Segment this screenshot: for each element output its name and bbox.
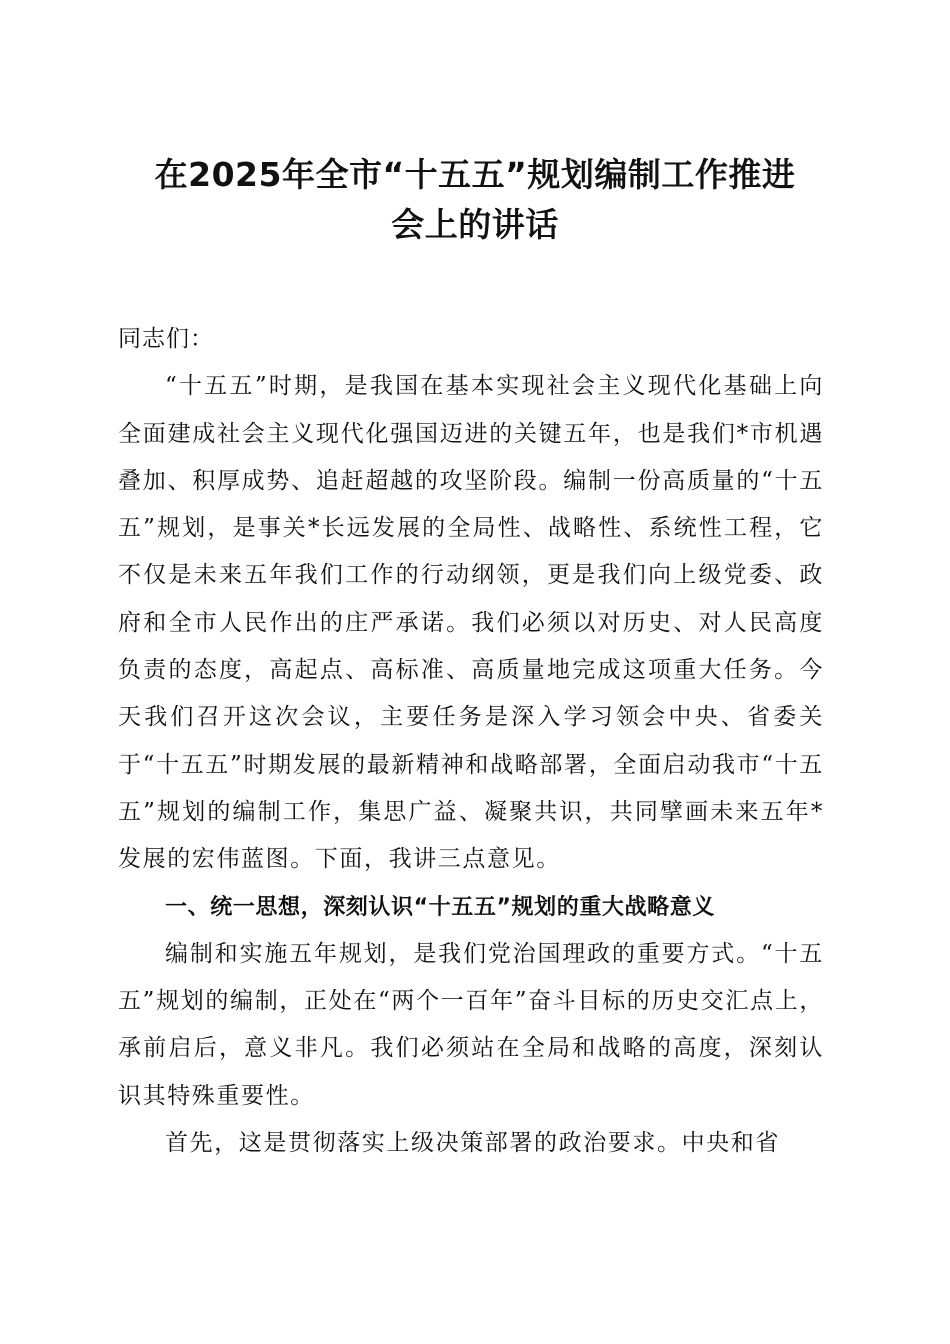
section-heading-1: 一、统一思想，深刻认识“十五五”规划的重大战略意义 [165,894,715,920]
document-title [118,150,832,250]
section1-paragraph-1: 编制和实施五年规划，是我们党治国理政的重要方式。“十五五”规划的编制，正处在“两个一百年”奋斗目标的历史交汇点上，承前启后，意义非凡。我们必须站在全局和战略的高度，深刻认识其特殊重要性。 [118,940,824,1109]
document-body [118,316,824,1167]
title-line-1: 在2025年全市“十五五”规划编制工作推进 [154,155,796,194]
greeting: 同志们： [118,326,214,352]
intro-paragraph: “十五五”时期，是我国在基本实现社会主义现代化基础上向全面建成社会主义现代化强国迈进的关键五年，也是我们*市机遇叠加、积厚成势、追赶超越的攻坚阶段。编制一份高质量的“十五五”规划，是事关*长远发展的全局性、战略性、系统性工程，它不仅是未来五年我们工作的行动纲领，更是我们向上级党委、政府和全市人民作出的庄严承诺。我们必须以对历史、对人民高度负责的态度，高起点、高标准、高质量地完成这项重大任务。今天我们召开这次会议，主要任务是深入学习领会中央、省委关于“十五五”时期发展的最新精神和战略部署，全面启动我市“十五五”规划的编制工作，集思广益、凝聚共识，共同擘画未来五年*发展的宏伟蓝图。下面，我讲三点意见。 [118,373,824,873]
title-line-2: 会上的讲话 [391,205,559,244]
section1-paragraph-2: 首先，这是贯彻落实上级决策部署的政治要求。中央和省 [165,1130,780,1157]
